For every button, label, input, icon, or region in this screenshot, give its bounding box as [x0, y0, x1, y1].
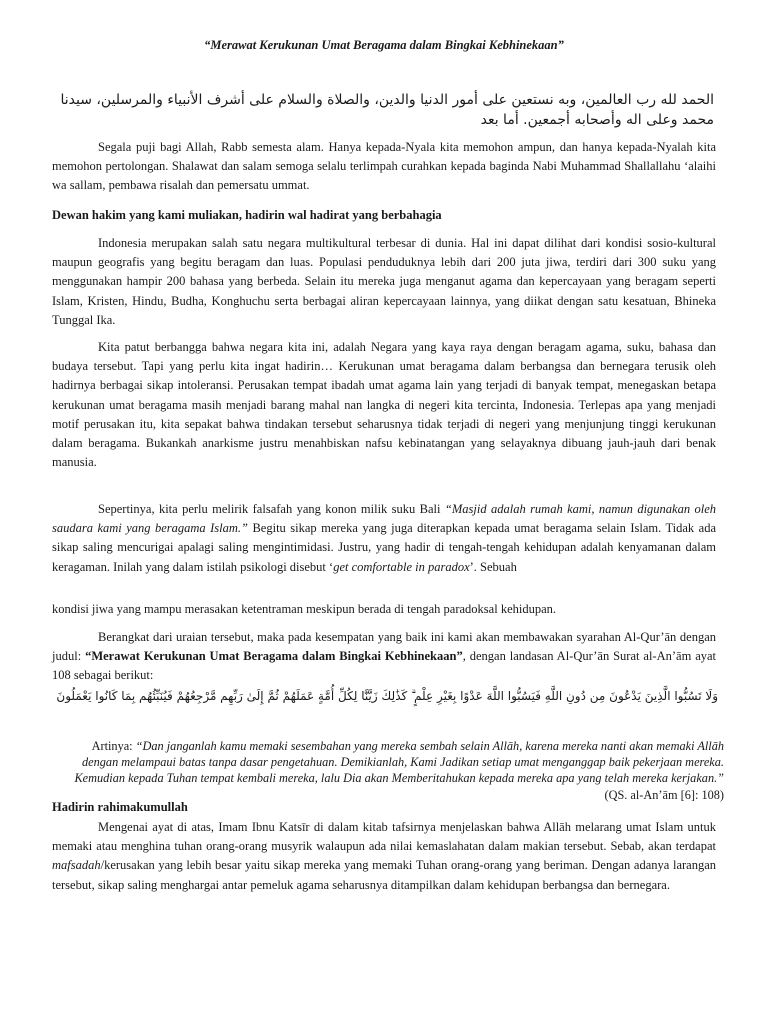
paragraph-indonesia — [52, 234, 716, 330]
artinya-label: Artinya: — [91, 739, 136, 753]
paragraph-berangkat-text — [52, 628, 716, 686]
paragraph-tafsir — [52, 818, 716, 895]
paragraph-falsafah-bali — [52, 500, 716, 577]
heading-dewan-hakim: Dewan hakim yang kami muliakan, hadirin wal hadirat yang berbahagia — [52, 208, 442, 222]
arabic-opening-line-1: الحمد لله رب العالمين، وبه نستعين على أمور الدنيا والدين، والصلاة والسلام على أشرف الأنبياء والمرسلين، سيدنا — [60, 92, 714, 108]
verse-translation — [68, 738, 724, 803]
paragraph-indonesia-text: Indonesia merupakan salah satu negara multikultural terbesar di dunia. Hal ini dapat dilihat dari kondisi sosio-kultural maupun geografis yang begitu beragam dan luas. Populasi penduduknya lebih dari 200 juta jiwa, terdiri dari 300 suku yang menggunakan hampir 200 bahasa yang berbeda. Selain itu mereka juga menganut agama dan kepercayaan yang beragam seperti Islam, Kristen, Hindu, Budha, Konghuchu serta berbagai aliran kepercayaan lainnya, yang diikat dengan satu kesatuan, Bhineka Tunggal Ika. — [52, 236, 716, 327]
paragraph-berangkat — [52, 628, 716, 686]
quran-verse-arabic: وَلَا تَسُبُّوا الَّذِينَ يَدْعُونَ مِن دُونِ اللَّهِ فَيَسُبُّوا اللَّهَ عَدْوًا بِغَيْرِ عِلْمٍ ۗ كَذَٰلِكَ زَيَّنَّا لِكُلِّ أُمَّةٍ عَمَلَهُمْ ثُمَّ إِلَىٰ رَبِّهِم مَّرْجِعُهُمْ فَيُنَبِّئُهُم بِمَا كَانُوا يَعْمَلُونَ — [56, 689, 718, 703]
arabic-opening — [52, 90, 714, 130]
berangkat-title-ref: “Merawat Kerukunan Umat Beragama dalam Bingkai Kebhinekaan” — [85, 649, 463, 664]
paragraph-praise — [52, 138, 716, 196]
falsafah-term: get comfortable in paradox — [333, 559, 470, 574]
paragraph-kondisi-jiwa-text: kondisi jiwa yang mampu merasakan ketentraman meskipun berada di tengah paradoksal kehidupan. — [52, 602, 557, 616]
artinya-text: “Dan janganlah kamu memaki sesembahan yang mereka sembah selain Allāh, karena mereka nanti akan memaki Allāh dengan melampaui batas tanpa dasar pengetahuan. Demikianlah, Kami Jadikan setiap umat menganggap baik pekerjaan mereka. Kemudian kepada Tuhan tempat kembali mereka, lalu Dia akan Memberitahukan kepada mereka apa yang telah mereka kerjakan.” — [74, 739, 724, 786]
falsafah-lead: Sepertinya, kita perlu melirik falsafah yang konon milik suku Bali — [98, 502, 441, 516]
tafsir-lead: Mengenai ayat di atas, Imam Ibnu Katsīr di dalam kitab tafsirnya menjelaskan bahwa Allāh melarang umat Islam untuk memaki atau menghina tuhan orang-orang musyrik walaupun ada nilai kemaslahatan dalam makian tersebut. Sebab, akan terdapat — [52, 820, 716, 854]
paragraph-praise-text: Segala puji bagi Allah, Rabb semesta alam. Hanya kepada-Nyala kita memohon ampun, dan hanya kepada-Nyalah kita memohon pertolongan. Shalawat dan salam semoga selalu terlimpah curahkan kepada baginda Nabi Muhammad Shallallahu ‘alaihi wa sallam, pembawa risalah dan pemersatu ummat. — [52, 140, 716, 193]
artinya-ref: (QS. al-An’ām [6]: 108) — [604, 787, 724, 802]
falsafah-tail: ’. Sebuah — [469, 559, 517, 574]
paragraph-tafsir-text — [52, 818, 716, 895]
document-title: “Merawat Kerukunan Umat Beragama dalam Bingkai Kebhinekaan” — [204, 38, 564, 52]
heading-hadirin: Hadirin rahimakumullah — [52, 800, 188, 814]
tafsir-term: mafsadah — [52, 858, 101, 873]
paragraph-berbangga-text: Kita patut berbangga bahwa negara kita ini, adalah Negara yang kaya raya dengan beragam agama, suku, bahasa dan budaya tersebut. Tapi yang perlu kita ingat hadirin… Kerukunan umat beragama dalam berbangsa dan bernegara terusik oleh hadirnya berbagai sikap intoleransi. Perusakan tempat ibadah umat agama lain yang terjadi di banyak tempat, menegaskan betapa kerukunan umat beragama masih menjadi barang mahal nan langka di negeri kita tercinta, Indonesia. Terlepas apa yang menjadi motif perusakan itu, kita sepakat bahwa tindakan tersebut seharusnya tidak terjadi di negeri yang menjunjung tinggi kerukunan dalam beragama. Bukankah anarkisme justru menahbiskan nafsu kebinatangan yang selayaknya dibuang jauh-jauh dari benak manusia. — [52, 340, 716, 470]
berangkat-lead: Berangkat dari uraian tersebut, maka pada kesempatan yang baik ini kami akan membawakan syarahan Al-Qur’ān dengan judul: — [52, 630, 716, 664]
falsafah-middle: Begitu sikap mereka yang juga diterapkan kepada umat beragama selain Islam. Tidak ada sikap saling mencurigai apalagi saling mengintimidasi. Justru, yang hadir di tengah-tengah kehidupan adalah kenyamanan dalam keragaman. Inilah yang dalam istilah psikologi disebut ‘ — [52, 521, 716, 574]
paragraph-berbangga — [52, 338, 716, 472]
tafsir-tail: /kerusakan yang lebih besar yaitu sikap mereka yang memaki Tuhan orang-orang yang beriman. Dengan adanya larangan tersebut, sikap saling menghargai antar pemeluk agama seharusnya ditampilkan dalam kehidupan berbangsa dan bernegara. — [52, 858, 716, 892]
falsafah-quote: “Masjid adalah rumah kami, namun digunakan oleh saudara kami yang beragama Islam.” — [52, 502, 716, 536]
arabic-opening-line-2: محمد وعلى اله وأصحابه أجمعين. أما بعد — [480, 112, 714, 128]
berangkat-tail: , dengan landasan Al-Qur’ān Surat al-An’ām ayat 108 sebagai berikut: — [52, 649, 717, 683]
paragraph-falsafah-bali-text — [52, 500, 716, 577]
paragraph-kondisi-jiwa — [52, 600, 716, 619]
